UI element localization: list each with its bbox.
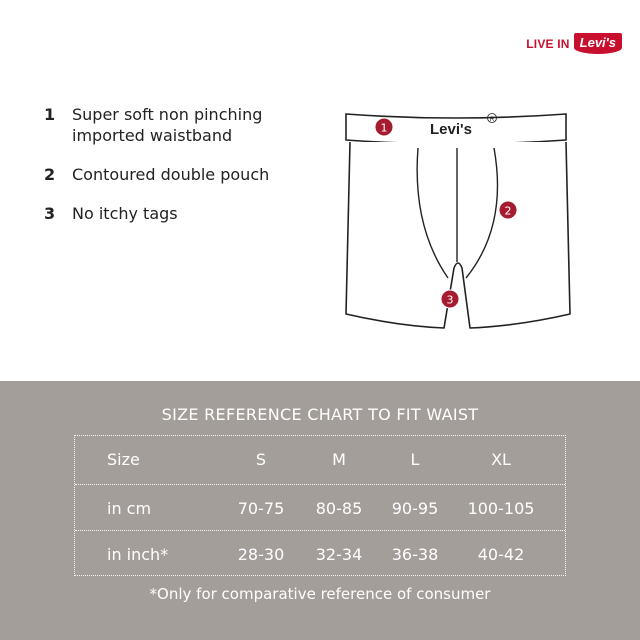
table-cell: 80-85: [315, 498, 363, 518]
registered-mark-text: R: [489, 117, 495, 123]
header-cell: XL: [491, 449, 511, 469]
feature-list: [44, 104, 292, 242]
header-label: Size: [107, 449, 140, 469]
table-cell: 90-95: [391, 498, 439, 518]
marker-1-label: 1: [380, 121, 388, 135]
feature-number: 1: [44, 105, 56, 124]
feature-number: 2: [44, 165, 56, 184]
feature-text: Contoured double pouch: [72, 165, 270, 184]
table-cell: 40-42: [477, 544, 525, 564]
marker-2-label: 2: [504, 204, 512, 218]
header-cell: S: [255, 449, 267, 469]
boxer-brief-illustration: [326, 96, 586, 346]
brand-lockup: [526, 33, 622, 54]
size-table: [74, 435, 566, 576]
marker-3-label: 3: [446, 293, 454, 307]
size-chart-title: SIZE REFERENCE CHART TO FIT WAIST: [161, 405, 479, 424]
table-cell: 100-105: [467, 498, 535, 518]
row-label: in inch*: [107, 544, 169, 564]
size-chart-footnote: *Only for comparative reference of consumer: [149, 585, 491, 603]
table-cell: 32-34: [315, 544, 363, 564]
levis-logo: Levi's: [574, 33, 622, 54]
table-row: [75, 530, 565, 577]
row-label: in cm: [107, 498, 152, 518]
waistband-logo-text: Levi's: [430, 121, 472, 138]
feature-text: Super soft non pinching imported waistband: [72, 105, 263, 145]
table-cell: 70-75: [237, 498, 285, 518]
table-cell: 28-30: [237, 544, 285, 564]
feature-item: [44, 203, 292, 224]
table-cell: 36-38: [391, 544, 439, 564]
feature-item: [44, 164, 292, 185]
feature-item: [44, 104, 292, 146]
size-chart-panel: [0, 381, 640, 640]
feature-number: 3: [44, 204, 56, 223]
header-cell: M: [332, 449, 346, 469]
header-cell: L: [410, 449, 420, 469]
table-row: [75, 484, 565, 531]
feature-text: No itchy tags: [72, 204, 178, 223]
brand-tagline: LIVE IN: [526, 36, 570, 51]
size-header-row: [75, 436, 565, 482]
